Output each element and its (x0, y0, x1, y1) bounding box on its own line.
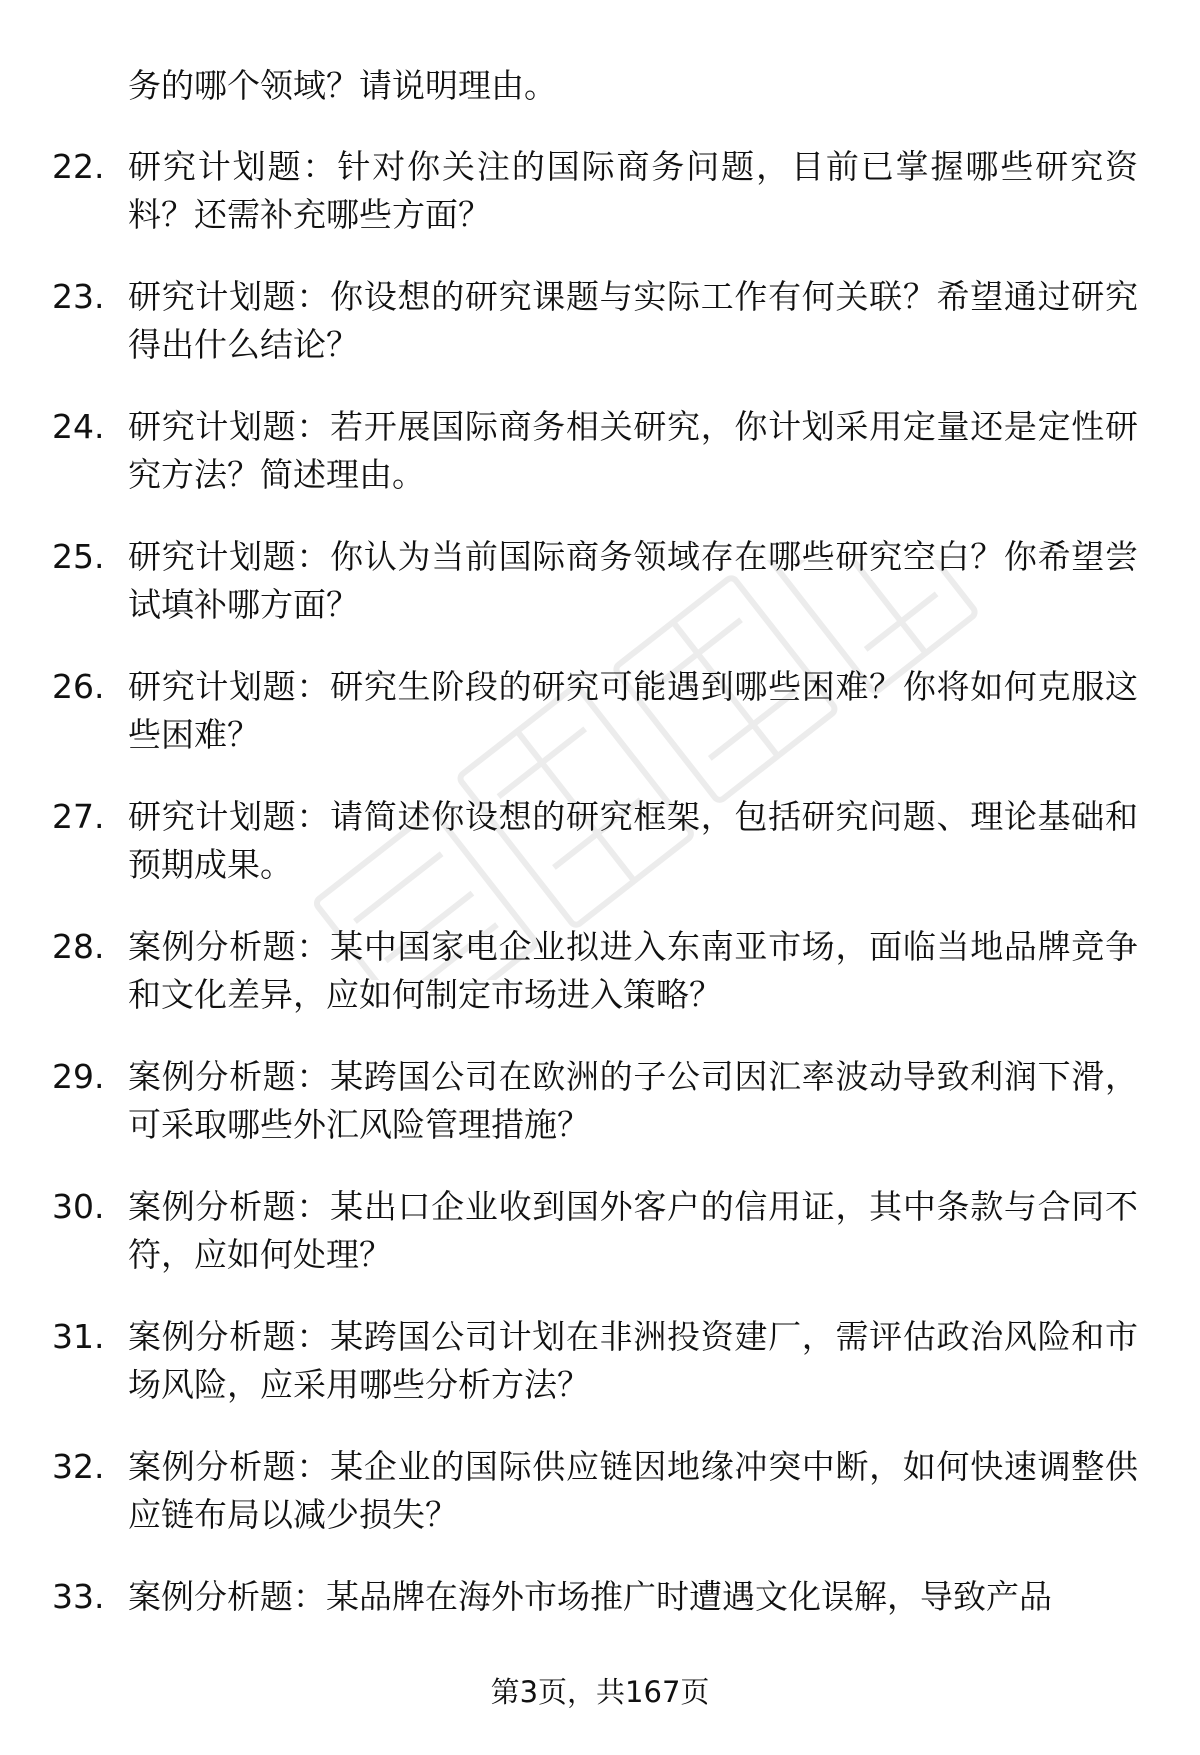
continuation-text: 务的哪个领域？请说明理由。 (128, 66, 557, 105)
question-item (0, 1183, 1200, 1313)
question-number: 30. (52, 1187, 105, 1226)
question-text: 案例分析题：某出口企业收到国外客户的信用证，其中条款与合同不符，应如何处理？ (128, 1187, 1138, 1274)
question-text: 案例分析题：某跨国公司在欧洲的子公司因汇率波动导致利润下滑，可采取哪些外汇风险管理措施？ (128, 1057, 1138, 1144)
question-item (0, 403, 1200, 533)
question-item (0, 1313, 1200, 1443)
question-item (0, 793, 1200, 923)
question-text: 案例分析题：某品牌在海外市场推广时遭遇文化误解，导致产品 (128, 1577, 1052, 1616)
question-number: 31. (52, 1317, 105, 1356)
question-item (0, 923, 1200, 1053)
question-list (0, 143, 1200, 1703)
question-number: 25. (52, 537, 105, 576)
question-number: 23. (52, 277, 105, 316)
page-footer (0, 1672, 1200, 1712)
question-text: 研究计划题：你设想的研究课题与实际工作有何关联？希望通过研究得出什么结论？ (128, 277, 1138, 364)
question-text: 案例分析题：某企业的国际供应链因地缘冲突中断，如何快速调整供应链布局以减少损失？ (128, 1447, 1138, 1534)
question-text: 研究计划题：你认为当前国际商务领域存在哪些研究空白？你希望尝试填补哪方面？ (128, 537, 1138, 624)
question-number: 32. (52, 1447, 105, 1486)
question-number: 29. (52, 1057, 105, 1096)
question-text: 案例分析题：某跨国公司计划在非洲投资建厂，需评估政治风险和市场风险，应采用哪些分析方法？ (128, 1317, 1138, 1404)
question-item (0, 1443, 1200, 1573)
question-item (0, 663, 1200, 793)
question-number: 27. (52, 797, 105, 836)
question-number: 33. (52, 1577, 105, 1616)
question-text: 研究计划题：请简述你设想的研究框架，包括研究问题、理论基础和预期成果。 (128, 797, 1138, 884)
question-item (0, 1053, 1200, 1183)
page-number-label: 第3页，共167页 (490, 1675, 710, 1709)
question-text: 案例分析题：某中国家电企业拟进入东南亚市场，面临当地品牌竞争和文化差异，应如何制定市场进入策略？ (128, 927, 1138, 1014)
question-number: 28. (52, 927, 105, 966)
question-number: 26. (52, 667, 105, 706)
question-item (0, 273, 1200, 403)
question-item (0, 533, 1200, 663)
question-text: 研究计划题：研究生阶段的研究可能遇到哪些困难？你将如何克服这些困难？ (128, 667, 1138, 754)
question-item (0, 143, 1200, 273)
question-text: 研究计划题：若开展国际商务相关研究，你计划采用定量还是定性研究方法？简述理由。 (128, 407, 1138, 494)
question-number: 24. (52, 407, 105, 446)
question-number: 22. (52, 147, 105, 186)
question-text: 研究计划题：针对你关注的国际商务问题，目前已掌握哪些研究资料？还需补充哪些方面？ (128, 147, 1138, 234)
